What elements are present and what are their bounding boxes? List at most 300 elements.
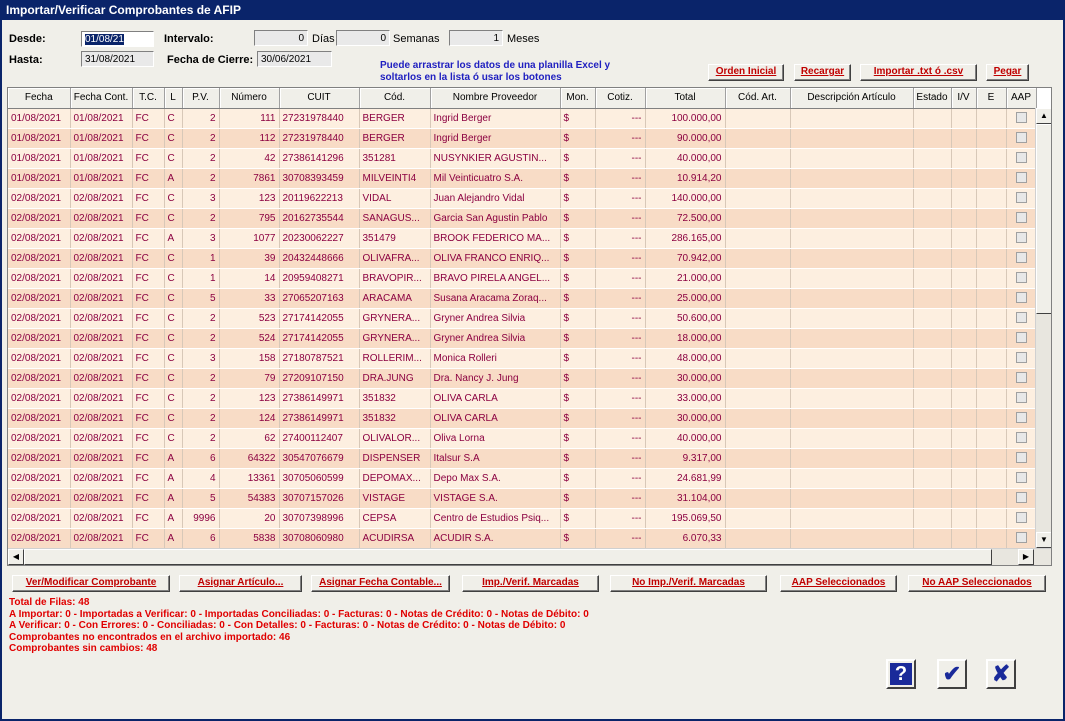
table-cell	[790, 328, 913, 348]
aap-checkbox[interactable]	[1016, 432, 1027, 443]
table-row[interactable]	[8, 488, 1036, 508]
table-cell	[790, 148, 913, 168]
table-row[interactable]	[8, 368, 1036, 388]
table-cell: 286.165,00	[645, 228, 725, 248]
window-title: Importar/Verificar Comprobantes de AFIP	[0, 0, 1065, 20]
table-cell: Dra. Nancy J. Jung	[430, 368, 560, 388]
table-cell: 48.000,00	[645, 348, 725, 368]
column-header[interactable]: P.V.	[182, 88, 219, 108]
table-row[interactable]	[8, 108, 1036, 128]
table-cell: 27231978440	[279, 108, 359, 128]
status-total: Total de Filas: 48	[9, 597, 90, 608]
desde-field[interactable]: 01/08/21	[81, 31, 154, 47]
aap-checkbox[interactable]	[1016, 152, 1027, 163]
table-cell	[725, 468, 790, 488]
no-aap-seleccionados-button[interactable]: No AAP Seleccionados	[908, 575, 1046, 592]
table-cell: 02/08/2021	[70, 188, 132, 208]
table-cell	[790, 388, 913, 408]
aap-checkbox[interactable]	[1016, 492, 1027, 503]
table-cell: C	[164, 288, 182, 308]
scroll-down-icon[interactable]: ▼	[1036, 532, 1052, 548]
column-header[interactable]: Estado	[913, 88, 951, 108]
table-cell: 27209107150	[279, 368, 359, 388]
table-cell: 158	[219, 348, 279, 368]
aap-checkbox[interactable]	[1016, 472, 1027, 483]
table-cell	[790, 508, 913, 528]
aap-cell	[1006, 248, 1036, 268]
table-cell: FC	[132, 308, 164, 328]
table-row[interactable]	[8, 508, 1036, 528]
table-row[interactable]	[8, 408, 1036, 428]
hasta-label: Hasta:	[9, 54, 43, 66]
aap-cell	[1006, 288, 1036, 308]
table-cell: 524	[219, 328, 279, 348]
scroll-thumb[interactable]	[1036, 124, 1052, 314]
importar-button[interactable]: Importar .txt ó .csv	[860, 64, 977, 81]
scroll-left-icon[interactable]: ◀	[8, 549, 24, 565]
column-header[interactable]: AAP	[1006, 88, 1036, 108]
column-header[interactable]: Fecha	[8, 88, 70, 108]
hasta-field[interactable]: 31/08/2021	[81, 51, 154, 67]
table-cell: $	[560, 128, 595, 148]
table-row[interactable]	[8, 348, 1036, 368]
table-cell: BROOK FEDERICO MA...	[430, 228, 560, 248]
table-cell	[725, 108, 790, 128]
table-row[interactable]	[8, 268, 1036, 288]
column-header[interactable]: Cód.	[359, 88, 430, 108]
aap-cell	[1006, 208, 1036, 228]
table-cell: $	[560, 288, 595, 308]
table-cell	[976, 308, 1006, 328]
table-cell: 351479	[359, 228, 430, 248]
table-cell	[725, 508, 790, 528]
aap-cell	[1006, 448, 1036, 468]
table-cell	[790, 468, 913, 488]
table-cell: 14	[219, 268, 279, 288]
table-cell	[976, 408, 1006, 428]
table-cell	[790, 168, 913, 188]
table-cell: FC	[132, 248, 164, 268]
no-imp-verif-button[interactable]: No Imp./Verif. Marcadas	[610, 575, 767, 592]
table-cell: C	[164, 328, 182, 348]
table-cell: Depo Max S.A.	[430, 468, 560, 488]
table-cell: 02/08/2021	[8, 268, 70, 288]
column-header[interactable]: T.C.	[132, 88, 164, 108]
table-cell: 27180787521	[279, 348, 359, 368]
semanas-label: Semanas	[393, 33, 440, 45]
table-cell	[951, 348, 976, 368]
table-cell: FC	[132, 288, 164, 308]
aap-checkbox[interactable]	[1016, 212, 1027, 223]
table-cell: 30.000,00	[645, 368, 725, 388]
column-header[interactable]: L	[164, 88, 182, 108]
column-header[interactable]: I/V	[951, 88, 976, 108]
table-cell: A	[164, 228, 182, 248]
table-cell: 20162735544	[279, 208, 359, 228]
table-cell: C	[164, 248, 182, 268]
table-cell: 02/08/2021	[8, 308, 70, 328]
table-row[interactable]	[8, 528, 1036, 548]
intervalo-label: Intervalo:	[164, 33, 214, 45]
aap-cell	[1006, 108, 1036, 128]
comprobantes-grid[interactable]	[7, 87, 1052, 566]
table-cell: 27386149971	[279, 408, 359, 428]
column-header[interactable]: Nombre Proveedor	[430, 88, 560, 108]
table-cell: $	[560, 188, 595, 208]
table-cell: GRYNERA...	[359, 328, 430, 348]
column-header[interactable]: Número	[219, 88, 279, 108]
table-cell: $	[560, 208, 595, 228]
table-cell: 40.000,00	[645, 428, 725, 448]
aap-checkbox[interactable]	[1016, 412, 1027, 423]
table-row[interactable]	[8, 448, 1036, 468]
table-cell: 02/08/2021	[8, 328, 70, 348]
table-cell	[725, 208, 790, 228]
table-cell: 01/08/2021	[8, 148, 70, 168]
table-cell	[976, 108, 1006, 128]
table-cell	[790, 268, 913, 288]
table-cell: Ingrid Berger	[430, 108, 560, 128]
table-cell	[913, 448, 951, 468]
table-row[interactable]	[8, 468, 1036, 488]
table-cell: 02/08/2021	[70, 328, 132, 348]
column-header[interactable]: Fecha Cont.	[70, 88, 132, 108]
column-header[interactable]: Descripción Artículo	[790, 88, 913, 108]
grid-horizontal-scrollbar[interactable]	[8, 548, 1051, 565]
table-cell: $	[560, 468, 595, 488]
accept-button[interactable]	[937, 659, 967, 689]
scroll-up-icon[interactable]: ▲	[1036, 108, 1052, 124]
table-cell: 02/08/2021	[8, 188, 70, 208]
table-cell: ---	[595, 308, 645, 328]
table-cell: 02/08/2021	[70, 228, 132, 248]
table-cell: ---	[595, 368, 645, 388]
table-cell: 02/08/2021	[70, 248, 132, 268]
table-cell: 01/08/2021	[70, 128, 132, 148]
column-header[interactable]: Cotiz.	[595, 88, 645, 108]
aap-cell	[1006, 348, 1036, 368]
table-cell	[951, 148, 976, 168]
aap-cell	[1006, 408, 1036, 428]
aap-checkbox[interactable]	[1016, 332, 1027, 343]
aap-seleccionados-button[interactable]: AAP Seleccionados	[780, 575, 897, 592]
table-row[interactable]	[8, 288, 1036, 308]
table-cell: 02/08/2021	[70, 368, 132, 388]
aap-cell	[1006, 368, 1036, 388]
column-header[interactable]: Mon.	[560, 88, 595, 108]
table-cell: 351832	[359, 388, 430, 408]
table-cell: GRYNERA...	[359, 308, 430, 328]
aap-checkbox[interactable]	[1016, 532, 1027, 543]
table-row[interactable]	[8, 148, 1036, 168]
table-cell	[913, 108, 951, 128]
aap-checkbox[interactable]	[1016, 232, 1027, 243]
table-cell: Mil Veinticuatro S.A.	[430, 168, 560, 188]
table-cell: 2	[182, 328, 219, 348]
table-cell: A	[164, 528, 182, 548]
table-cell: 02/08/2021	[70, 308, 132, 328]
table-cell: Centro de Estudios Psiq...	[430, 508, 560, 528]
table-cell	[725, 148, 790, 168]
table-cell: 25.000,00	[645, 288, 725, 308]
table-cell	[951, 488, 976, 508]
grid-vertical-scrollbar[interactable]	[1035, 108, 1051, 548]
hscroll-thumb[interactable]	[24, 549, 992, 565]
table-cell	[913, 408, 951, 428]
table-cell: VISTAGE S.A.	[430, 488, 560, 508]
semanas-field[interactable]: 0	[336, 30, 390, 46]
table-cell	[913, 288, 951, 308]
table-cell: DISPENSER	[359, 448, 430, 468]
table-cell	[976, 328, 1006, 348]
status-no-encontrados: Comprobantes no encontrados en el archivo importado: 46	[9, 631, 291, 643]
aap-checkbox[interactable]	[1016, 392, 1027, 403]
aap-cell	[1006, 128, 1036, 148]
table-row[interactable]	[8, 388, 1036, 408]
table-cell: 18.000,00	[645, 328, 725, 348]
table-cell: 20	[219, 508, 279, 528]
aap-checkbox[interactable]	[1016, 372, 1027, 383]
table-row[interactable]	[8, 328, 1036, 348]
table-cell: 3	[182, 188, 219, 208]
table-cell: 1	[182, 268, 219, 288]
table-cell: 13361	[219, 468, 279, 488]
table-cell	[951, 428, 976, 448]
table-cell: 02/08/2021	[8, 348, 70, 368]
table-cell: 2	[182, 408, 219, 428]
table-cell	[725, 388, 790, 408]
aap-checkbox[interactable]	[1016, 292, 1027, 303]
table-cell: $	[560, 268, 595, 288]
table-cell: C	[164, 128, 182, 148]
table-cell	[725, 428, 790, 448]
table-cell: Susana Aracama Zoraq...	[430, 288, 560, 308]
table-cell	[976, 488, 1006, 508]
cancel-button[interactable]	[986, 659, 1016, 689]
aap-cell	[1006, 268, 1036, 288]
table-cell: 2	[182, 368, 219, 388]
column-header[interactable]: E	[976, 88, 1006, 108]
table-cell: ARACAMA	[359, 288, 430, 308]
table-cell: 70.942,00	[645, 248, 725, 268]
table-cell: 2	[182, 308, 219, 328]
table-cell: 2	[182, 388, 219, 408]
table-cell: 4	[182, 468, 219, 488]
table-cell	[951, 368, 976, 388]
table-cell	[725, 308, 790, 328]
column-header[interactable]: Total	[645, 88, 725, 108]
table-cell: 02/08/2021	[70, 508, 132, 528]
table-cell: A	[164, 488, 182, 508]
table-cell	[913, 328, 951, 348]
table-cell: $	[560, 308, 595, 328]
aap-cell	[1006, 488, 1036, 508]
aap-checkbox[interactable]	[1016, 192, 1027, 203]
table-cell: 124	[219, 408, 279, 428]
orden-inicial-button[interactable]: Orden Inicial	[708, 64, 784, 81]
table-cell: C	[164, 408, 182, 428]
aap-checkbox[interactable]	[1016, 252, 1027, 263]
table-cell: FC	[132, 448, 164, 468]
table-cell	[951, 468, 976, 488]
table-cell: 01/08/2021	[8, 128, 70, 148]
aap-checkbox[interactable]	[1016, 172, 1027, 183]
table-cell: 24.681,99	[645, 468, 725, 488]
table-cell	[913, 208, 951, 228]
table-cell: ---	[595, 448, 645, 468]
table-cell: ---	[595, 488, 645, 508]
table-cell	[951, 308, 976, 328]
table-cell: 33.000,00	[645, 388, 725, 408]
table-cell: SANAGUS...	[359, 208, 430, 228]
table-cell: 72.500,00	[645, 208, 725, 228]
aap-cell	[1006, 168, 1036, 188]
scroll-right-icon[interactable]: ▶	[1018, 549, 1034, 565]
table-cell: 64322	[219, 448, 279, 468]
table-cell: FC	[132, 348, 164, 368]
table-cell: OLIVA CARLA	[430, 408, 560, 428]
meses-field[interactable]: 1	[449, 30, 503, 46]
table-cell: 02/08/2021	[70, 468, 132, 488]
table-cell: 21.000,00	[645, 268, 725, 288]
help-button[interactable]	[886, 659, 916, 689]
column-header[interactable]: Cód. Art.	[725, 88, 790, 108]
table-cell: FC	[132, 268, 164, 288]
aap-cell	[1006, 228, 1036, 248]
status-importar: A Importar: 0 - Importadas a Verificar: 0 - Importadas Conciliadas: 0 - Facturas: 0 - Notas de Crédito: 0 - Notas de Débito: 0	[9, 608, 589, 620]
table-cell	[790, 408, 913, 428]
table-cell: 2	[182, 168, 219, 188]
aap-cell	[1006, 308, 1036, 328]
aap-cell	[1006, 188, 1036, 208]
table-cell: $	[560, 408, 595, 428]
table-cell: 01/08/2021	[8, 168, 70, 188]
table-cell	[976, 128, 1006, 148]
table-cell	[790, 528, 913, 548]
pegar-button[interactable]: Pegar	[986, 64, 1029, 81]
table-cell: 02/08/2021	[70, 488, 132, 508]
table-row[interactable]	[8, 308, 1036, 328]
dias-field[interactable]: 0	[254, 30, 308, 46]
table-row[interactable]	[8, 208, 1036, 228]
table-cell: 30547076679	[279, 448, 359, 468]
table-cell: 2	[182, 148, 219, 168]
table-cell: 30707398996	[279, 508, 359, 528]
table-cell: $	[560, 248, 595, 268]
table-cell	[951, 328, 976, 348]
table-cell: 20119622213	[279, 188, 359, 208]
table-cell: 02/08/2021	[8, 408, 70, 428]
aap-checkbox[interactable]	[1016, 312, 1027, 323]
table-cell: C	[164, 188, 182, 208]
aap-cell	[1006, 148, 1036, 168]
table-cell: FC	[132, 148, 164, 168]
asignar-fecha-button[interactable]: Asignar Fecha Contable...	[311, 575, 450, 592]
table-cell: $	[560, 388, 595, 408]
ver-modificar-button[interactable]: Ver/Modificar Comprobante	[12, 575, 170, 592]
table-cell: 140.000,00	[645, 188, 725, 208]
table-cell	[951, 528, 976, 548]
table-cell	[790, 448, 913, 468]
table-cell: 30708393459	[279, 168, 359, 188]
asignar-articulo-button[interactable]: Asignar Artículo...	[179, 575, 302, 592]
table-cell	[790, 368, 913, 388]
dias-label: Días	[312, 33, 335, 45]
desde-label: Desde:	[9, 33, 46, 45]
table-cell	[913, 248, 951, 268]
table-cell: ---	[595, 468, 645, 488]
table-cell: BERGER	[359, 128, 430, 148]
table-row[interactable]	[8, 248, 1036, 268]
table-cell: FC	[132, 228, 164, 248]
aap-checkbox[interactable]	[1016, 452, 1027, 463]
table-cell: ---	[595, 168, 645, 188]
aap-checkbox[interactable]	[1016, 512, 1027, 523]
aap-checkbox[interactable]	[1016, 352, 1027, 363]
table-row[interactable]	[8, 128, 1036, 148]
table-row[interactable]	[8, 428, 1036, 448]
table-cell: $	[560, 508, 595, 528]
table-cell: 20432448666	[279, 248, 359, 268]
table-cell: 62	[219, 428, 279, 448]
table-cell: 30705060599	[279, 468, 359, 488]
table-cell	[951, 188, 976, 208]
table-cell	[913, 308, 951, 328]
table-cell	[951, 388, 976, 408]
table-cell	[976, 348, 1006, 368]
table-cell	[725, 408, 790, 428]
table-cell	[976, 448, 1006, 468]
cierre-field[interactable]: 30/06/2021	[257, 51, 332, 67]
table-row[interactable]	[8, 188, 1036, 208]
table-cell: ROLLERIM...	[359, 348, 430, 368]
table-cell: FC	[132, 128, 164, 148]
table-cell	[725, 128, 790, 148]
table-cell: 5	[182, 288, 219, 308]
aap-checkbox[interactable]	[1016, 132, 1027, 143]
table-cell: 2	[182, 208, 219, 228]
table-cell	[913, 368, 951, 388]
table-cell: 39	[219, 248, 279, 268]
table-cell	[913, 388, 951, 408]
table-cell: 33	[219, 288, 279, 308]
table-cell: A	[164, 508, 182, 528]
table-cell	[913, 528, 951, 548]
table-cell: NUSYNKIER AGUSTIN...	[430, 148, 560, 168]
table-cell	[790, 128, 913, 148]
table-cell: FC	[132, 508, 164, 528]
aap-checkbox[interactable]	[1016, 272, 1027, 283]
table-cell: ---	[595, 408, 645, 428]
column-header[interactable]: CUIT	[279, 88, 359, 108]
table-cell: Oliva Lorna	[430, 428, 560, 448]
table-cell: 30708060980	[279, 528, 359, 548]
table-cell	[951, 168, 976, 188]
table-cell: 02/08/2021	[70, 408, 132, 428]
table-row[interactable]	[8, 168, 1036, 188]
table-cell	[725, 248, 790, 268]
table-cell	[976, 268, 1006, 288]
table-cell: C	[164, 368, 182, 388]
table-cell: ACUDIRSA	[359, 528, 430, 548]
recargar-button[interactable]: Recargar	[794, 64, 851, 81]
imp-verif-button[interactable]: Imp./Verif. Marcadas	[462, 575, 599, 592]
table-row[interactable]	[8, 228, 1036, 248]
table-cell: FC	[132, 328, 164, 348]
table-cell	[976, 148, 1006, 168]
table-cell	[951, 448, 976, 468]
aap-checkbox[interactable]	[1016, 112, 1027, 123]
